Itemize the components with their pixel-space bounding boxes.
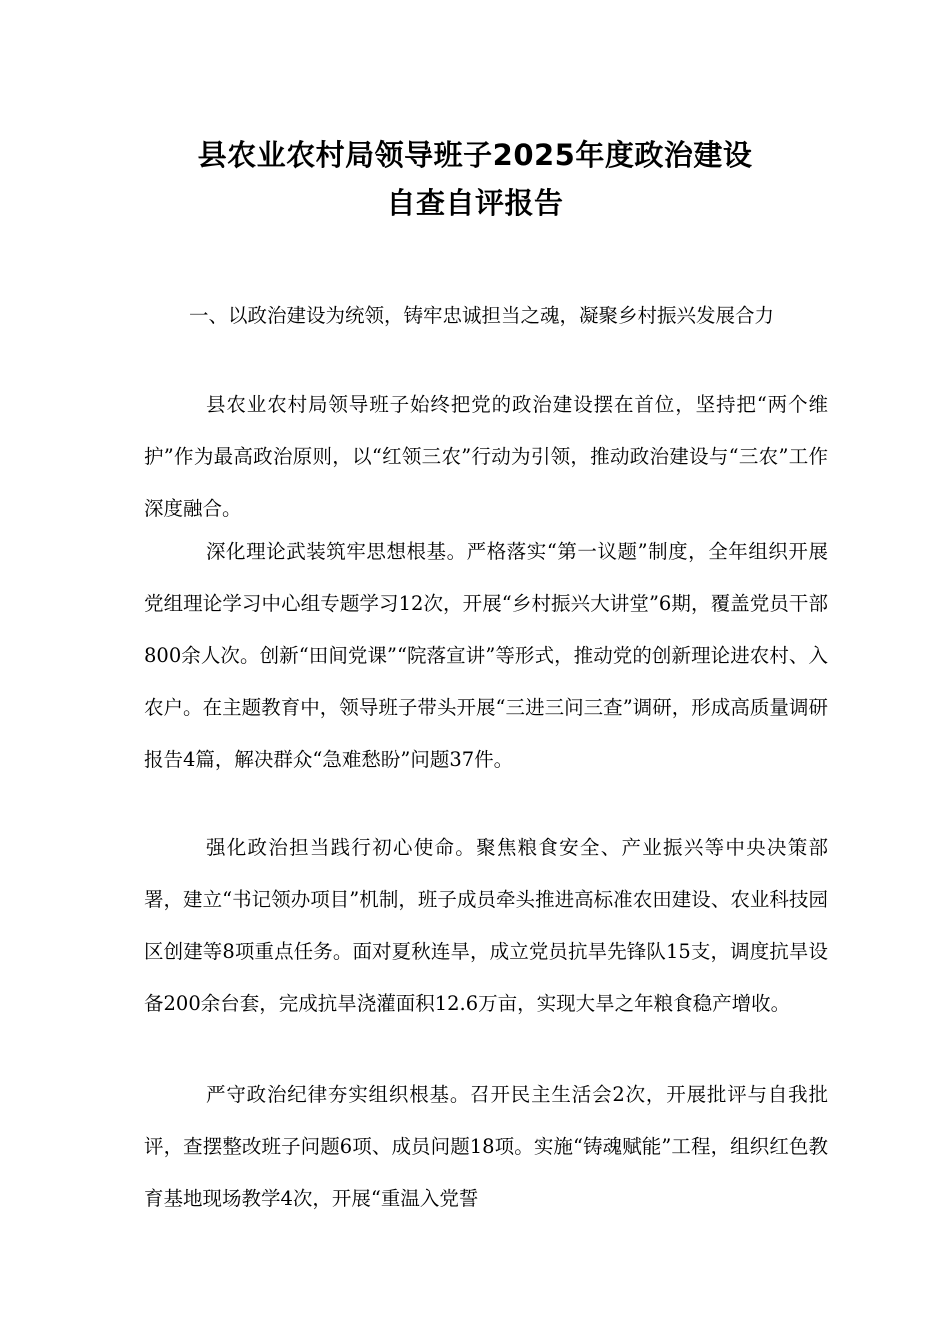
section-heading: 一、以政治建设为统领，铸牢忠诚担当之魂，凝聚乡村振兴发展合力: [189, 304, 775, 327]
document-title-line-1: 县农业农村局领导班子2025年度政治建设: [197, 138, 753, 172]
paragraph-responsibility: 强化政治担当践行初心使命。聚焦粮食安全、产业振兴等中央决策部署，建立“书记领办项目”机制，班子成员牵头推进高标准农田建设、农业科技园区创建等8项重点任务。面对夏秋连旱，成立党员抗旱先锋队15支，调度抗旱设备200余台套，完成抗旱浇灌面积12.6万亩，实现大旱之年粮食稳产增收。: [144, 836, 828, 1015]
paragraph-discipline: 严守政治纪律夯实组织根基。召开民主生活会2次，开展批评与自我批评，查摆整改班子问题6项、成员问题18项。实施“铸魂赋能”工程，组织红色教育基地现场教学4次，开展“重温入党誓: [144, 1083, 828, 1210]
paragraph-theory: 深化理论武装筑牢思想根基。严格落实“第一议题”制度，全年组织开展党组理论学习中心组专题学习12次，开展“乡村振兴大讲堂”6期，覆盖党员干部800余人次。创新“田间党课”“院落宣讲”等形式，推动党的创新理论进农村、入农户。在主题教育中，领导班子带头开展“三进三问三查”调研，形成高质量调研报告4篇，解决群众“急难愁盼”问题37件。: [144, 540, 828, 771]
paragraph-intro: 县农业农村局领导班子始终把党的政治建设摆在首位，坚持把“两个维护”作为最高政治原则，以“红领三农”行动为引领，推动政治建设与“三农”工作深度融合。: [144, 393, 828, 520]
document-title-line-2: 自查自评报告: [386, 186, 564, 220]
